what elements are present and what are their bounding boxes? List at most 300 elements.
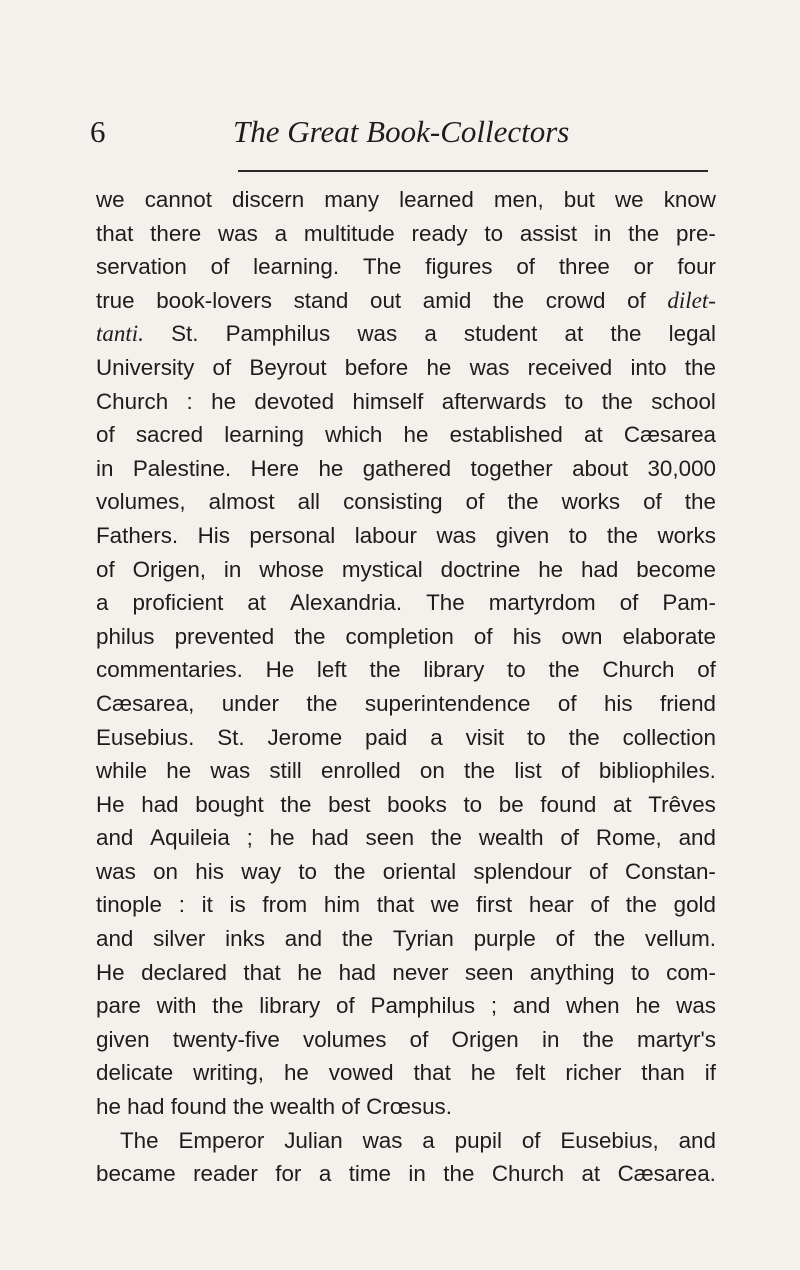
- word: he: [269, 825, 295, 851]
- word: Cæsarea,: [96, 690, 195, 716]
- word: was: [96, 858, 136, 884]
- word: :: [186, 388, 193, 414]
- word: list: [514, 758, 542, 784]
- word: pupil: [454, 1127, 502, 1153]
- word: tanti.: [96, 321, 144, 347]
- word: sacred: [135, 422, 204, 448]
- word: of: [619, 590, 639, 616]
- word: of: [643, 489, 662, 515]
- word: he: [635, 993, 661, 1019]
- text-line: [96, 922, 716, 956]
- word: in: [408, 1161, 426, 1187]
- word: a: [430, 724, 443, 750]
- word: himself: [352, 388, 424, 414]
- word: the: [212, 993, 244, 1019]
- word: to: [507, 657, 526, 683]
- word: while: [96, 758, 148, 784]
- word: the: [568, 724, 600, 750]
- word: out: [370, 287, 402, 313]
- word: he: [297, 959, 323, 985]
- word: of: [521, 1127, 541, 1153]
- word: and: [678, 825, 716, 851]
- word: he: [211, 388, 237, 414]
- word: was: [357, 321, 398, 347]
- word: multitude: [303, 220, 395, 246]
- word: He: [96, 959, 125, 985]
- word: into: [630, 354, 667, 380]
- word: Cæsarea: [623, 422, 716, 448]
- text-line: [96, 1157, 716, 1191]
- word: felt: [515, 1060, 546, 1086]
- word: 30,000: [647, 455, 716, 481]
- text-line: [96, 788, 716, 822]
- word: a: [424, 321, 437, 347]
- word: we: [614, 187, 644, 212]
- text-line: [96, 217, 716, 251]
- text-line: [96, 284, 716, 318]
- word: that: [413, 1060, 451, 1086]
- page-number: 6: [90, 114, 106, 149]
- word: vellum.: [645, 926, 716, 952]
- word: from: [262, 892, 308, 918]
- word: ;: [490, 993, 498, 1019]
- word: learned: [399, 187, 474, 212]
- word: become: [636, 556, 716, 582]
- word: His: [197, 522, 230, 548]
- word: is: [229, 892, 246, 918]
- word: of: [557, 690, 577, 716]
- word: of: [560, 825, 580, 851]
- body-text: [96, 183, 716, 1191]
- word: amid: [422, 287, 472, 313]
- word: cannot: [144, 187, 212, 212]
- word: whose: [259, 556, 324, 582]
- word: vowed: [328, 1060, 394, 1086]
- word: left: [316, 657, 347, 683]
- text-line: [96, 351, 716, 385]
- word: personal: [249, 522, 336, 548]
- word: had: [141, 791, 179, 817]
- word: books: [387, 791, 447, 817]
- word: pare: [96, 993, 141, 1019]
- word: Pam-: [662, 590, 716, 616]
- text-line: [96, 956, 716, 990]
- word: on: [153, 858, 179, 884]
- word: martyrdom: [488, 590, 596, 616]
- word: he: [283, 1060, 309, 1086]
- word: superintendence: [364, 690, 531, 716]
- text-line: [96, 553, 716, 587]
- word: in: [542, 1026, 560, 1052]
- word: at: [612, 791, 632, 817]
- word: three: [558, 254, 610, 280]
- word: Trêves: [648, 791, 716, 817]
- word: the: [625, 892, 657, 918]
- word: seen: [365, 825, 415, 851]
- word: of: [590, 892, 610, 918]
- word: Origen: [451, 1026, 519, 1052]
- word: of: [627, 287, 646, 313]
- word: prevented: [174, 623, 275, 649]
- word: the: [684, 489, 716, 515]
- word: St.: [171, 321, 199, 347]
- word: and: [284, 926, 323, 952]
- word: the: [582, 1026, 614, 1052]
- word: with: [156, 993, 197, 1019]
- word: at: [247, 590, 267, 616]
- word: the: [280, 791, 312, 817]
- word: library: [423, 657, 485, 683]
- word: became: [96, 1161, 176, 1187]
- word: seen: [464, 959, 514, 985]
- running-title: The Great Book-Collectors: [233, 114, 570, 149]
- word: paid: [365, 724, 408, 750]
- text-line: [96, 687, 716, 721]
- word: but: [563, 187, 595, 212]
- word: silver: [153, 926, 206, 952]
- word: friend: [659, 690, 716, 716]
- text-line: [96, 1023, 716, 1057]
- word: anything: [529, 959, 615, 985]
- word: Eusebius,: [560, 1127, 659, 1153]
- word: given: [96, 1026, 150, 1052]
- word: school: [651, 388, 716, 414]
- word: purple: [473, 926, 536, 952]
- word: reader: [193, 1161, 258, 1187]
- word: a: [96, 590, 109, 616]
- word: hear: [528, 892, 574, 918]
- word: in: [593, 220, 612, 246]
- word: to: [484, 220, 504, 246]
- word: dilet-: [667, 287, 716, 313]
- word: was: [436, 522, 477, 548]
- word: labour: [354, 522, 417, 548]
- word: University: [96, 354, 195, 380]
- word: He: [265, 657, 295, 683]
- word: :: [178, 892, 185, 918]
- word: true: [96, 287, 135, 313]
- text-line: [96, 855, 716, 889]
- text-line: [96, 821, 716, 855]
- word: his: [603, 690, 633, 716]
- word: to: [568, 522, 588, 548]
- word: Church: [602, 657, 675, 683]
- word: of: [555, 926, 575, 952]
- word: had: [338, 959, 376, 985]
- word: oriental: [382, 858, 457, 884]
- word: bibliophiles.: [598, 758, 716, 784]
- word: he: [426, 354, 452, 380]
- word: of: [96, 422, 115, 448]
- text-line: [96, 888, 716, 922]
- word: best: [328, 791, 371, 817]
- word: was: [676, 993, 716, 1019]
- word: and: [678, 1127, 716, 1153]
- word: still: [269, 758, 302, 784]
- word: doctrine: [440, 556, 521, 582]
- word: completion: [345, 623, 454, 649]
- word: he: [538, 556, 564, 582]
- word: or: [633, 254, 654, 280]
- word: of: [336, 993, 355, 1019]
- text-line: [96, 1056, 716, 1090]
- word: the: [628, 220, 660, 246]
- word: if: [704, 1060, 716, 1086]
- word: servation: [96, 254, 187, 280]
- word: afterwards: [441, 388, 547, 414]
- word: of: [589, 858, 608, 884]
- word: of: [516, 254, 535, 280]
- word: way: [241, 858, 282, 884]
- word: found: [540, 791, 597, 817]
- word: was: [362, 1127, 403, 1153]
- word: writing,: [193, 1060, 265, 1086]
- word: at: [584, 422, 603, 448]
- word: him: [323, 892, 360, 918]
- word: Tyrian: [392, 926, 454, 952]
- text-line: [96, 385, 716, 419]
- text-line: [96, 452, 716, 486]
- word: Beyrout: [249, 354, 327, 380]
- word: under: [221, 690, 279, 716]
- word: at: [564, 321, 584, 347]
- word: Rome,: [595, 825, 662, 851]
- word: he: [318, 455, 344, 481]
- word: He: [96, 791, 125, 817]
- word: the: [594, 926, 626, 952]
- word: at: [581, 1161, 601, 1187]
- word: to: [564, 388, 584, 414]
- word: men,: [493, 187, 544, 212]
- word: delicate: [96, 1060, 174, 1086]
- text-line: [96, 586, 716, 620]
- word: in: [223, 556, 242, 582]
- word: Cæsarea.: [617, 1161, 716, 1187]
- word: for: [275, 1161, 302, 1187]
- word: martyr's: [637, 1026, 716, 1052]
- word: crowd: [545, 287, 606, 313]
- word: elaborate: [622, 623, 716, 649]
- word: he: [166, 758, 192, 784]
- word: legal: [668, 321, 716, 347]
- word: of: [96, 556, 115, 582]
- word: of: [210, 254, 230, 280]
- word: the: [492, 287, 525, 313]
- word: Fathers.: [96, 522, 179, 548]
- word: in: [96, 455, 114, 481]
- word: richer: [565, 1060, 622, 1086]
- word: about: [572, 455, 629, 481]
- word: of: [697, 657, 716, 683]
- word: assist: [519, 220, 578, 246]
- text-line: [96, 1090, 716, 1124]
- word: together: [470, 455, 553, 481]
- text-line: [96, 250, 716, 284]
- word: works: [657, 522, 716, 548]
- word: consisting: [343, 489, 443, 515]
- word: and: [96, 825, 134, 851]
- word: had: [311, 825, 349, 851]
- word: to: [298, 858, 317, 884]
- word: given: [495, 522, 550, 548]
- word: tinople: [96, 892, 162, 918]
- word: was: [218, 220, 258, 246]
- word: the: [430, 825, 463, 851]
- word: the: [341, 926, 374, 952]
- word: that: [96, 220, 134, 246]
- word: which: [325, 422, 383, 448]
- word: the: [601, 388, 633, 414]
- word: ;: [246, 825, 253, 851]
- word: to: [631, 959, 650, 985]
- word: the: [464, 758, 496, 784]
- word: his: [512, 623, 542, 649]
- word: Church: [96, 388, 169, 414]
- word: first: [476, 892, 513, 918]
- word: a: [422, 1127, 435, 1153]
- word: that: [376, 892, 415, 918]
- page-header: [90, 114, 730, 156]
- word: received: [527, 354, 613, 380]
- word: commentaries.: [96, 657, 243, 683]
- paragraph-2: [96, 1124, 716, 1191]
- word: the: [294, 623, 326, 649]
- word: had: [580, 556, 619, 582]
- text-line: [96, 183, 716, 217]
- word: Eusebius.: [96, 724, 195, 750]
- text-line: [96, 485, 716, 519]
- text-line: [96, 1124, 716, 1158]
- text-line: [96, 989, 716, 1023]
- word: Jerome: [267, 724, 343, 750]
- word: of: [473, 623, 493, 649]
- text-line: [96, 721, 716, 755]
- word: was: [210, 758, 251, 784]
- header-rule: [238, 170, 708, 172]
- word: we: [96, 187, 125, 212]
- word: visit: [465, 724, 505, 750]
- word: than: [641, 1060, 685, 1086]
- word: when: [566, 993, 620, 1019]
- word: a: [274, 220, 288, 246]
- word: never: [392, 959, 449, 985]
- word: the: [334, 858, 366, 884]
- word: St.: [217, 724, 245, 750]
- word: figures: [425, 254, 493, 280]
- word: splendour: [473, 858, 572, 884]
- word: the: [610, 321, 642, 347]
- word: gathered: [362, 455, 452, 481]
- word: declared: [141, 959, 227, 985]
- word: library: [259, 993, 321, 1019]
- word: established: [449, 422, 563, 448]
- word: on: [419, 758, 445, 784]
- word: the: [684, 354, 716, 380]
- word: of: [409, 1026, 429, 1052]
- word: student: [463, 321, 538, 347]
- word: of: [212, 354, 232, 380]
- word: the: [369, 657, 401, 683]
- word: it: [201, 892, 213, 918]
- word: works: [561, 489, 621, 515]
- word: volumes,: [96, 489, 186, 515]
- word: stand: [293, 287, 349, 313]
- word: of: [465, 489, 485, 515]
- word: he: [470, 1060, 496, 1086]
- word: gold: [673, 892, 716, 918]
- word: The: [426, 590, 465, 616]
- word: pre-: [676, 220, 716, 246]
- paragraph-1: [96, 183, 716, 1124]
- text-line: [96, 754, 716, 788]
- word: before: [344, 354, 409, 380]
- word: volumes: [303, 1026, 387, 1052]
- word: The: [120, 1127, 159, 1153]
- word: learning.: [253, 254, 340, 280]
- word: Pamphilus: [370, 993, 476, 1019]
- word: book-lovers: [156, 287, 272, 313]
- word: Aquileia: [150, 825, 230, 851]
- word: devoted: [254, 388, 335, 414]
- word: many: [324, 187, 380, 212]
- word: to: [463, 791, 483, 817]
- word: mystical: [341, 556, 423, 582]
- word: Here: [250, 455, 300, 481]
- word: four: [677, 254, 716, 280]
- word: Constan-: [625, 858, 716, 884]
- word: enrolled: [320, 758, 401, 784]
- word: The: [362, 254, 402, 280]
- word: be: [498, 791, 524, 817]
- word: there: [150, 220, 202, 246]
- word: proficient: [132, 590, 224, 616]
- word: inks: [225, 926, 265, 952]
- word: collection: [622, 724, 716, 750]
- word: we: [430, 892, 460, 918]
- word: his: [195, 858, 224, 884]
- word: was: [469, 354, 510, 380]
- word: Pamphilus: [225, 321, 331, 347]
- word: the: [507, 489, 539, 515]
- text-line: [96, 317, 716, 351]
- word: all: [297, 489, 321, 515]
- word: philus: [96, 623, 155, 649]
- word: the: [548, 657, 580, 683]
- word: the: [606, 522, 638, 548]
- word: and: [96, 926, 134, 952]
- word: Church: [491, 1161, 565, 1187]
- word: the: [306, 690, 338, 716]
- text-line: [96, 418, 716, 452]
- word: that: [243, 959, 281, 985]
- word: a: [318, 1161, 332, 1187]
- word: know: [663, 187, 716, 212]
- word: com-: [666, 959, 716, 985]
- text-line: [96, 620, 716, 654]
- word: Palestine.: [132, 455, 232, 481]
- word: of: [560, 758, 580, 784]
- word: Julian: [284, 1127, 343, 1153]
- word: own: [561, 623, 603, 649]
- word: ready: [411, 220, 468, 246]
- word: he: [403, 422, 429, 448]
- word: he had found the wealth of Crœsus.: [96, 1094, 452, 1120]
- word: and: [512, 993, 551, 1019]
- word: twenty-five: [172, 1026, 280, 1052]
- word: learning: [224, 422, 304, 448]
- word: discern: [232, 187, 305, 212]
- word: to: [527, 724, 546, 750]
